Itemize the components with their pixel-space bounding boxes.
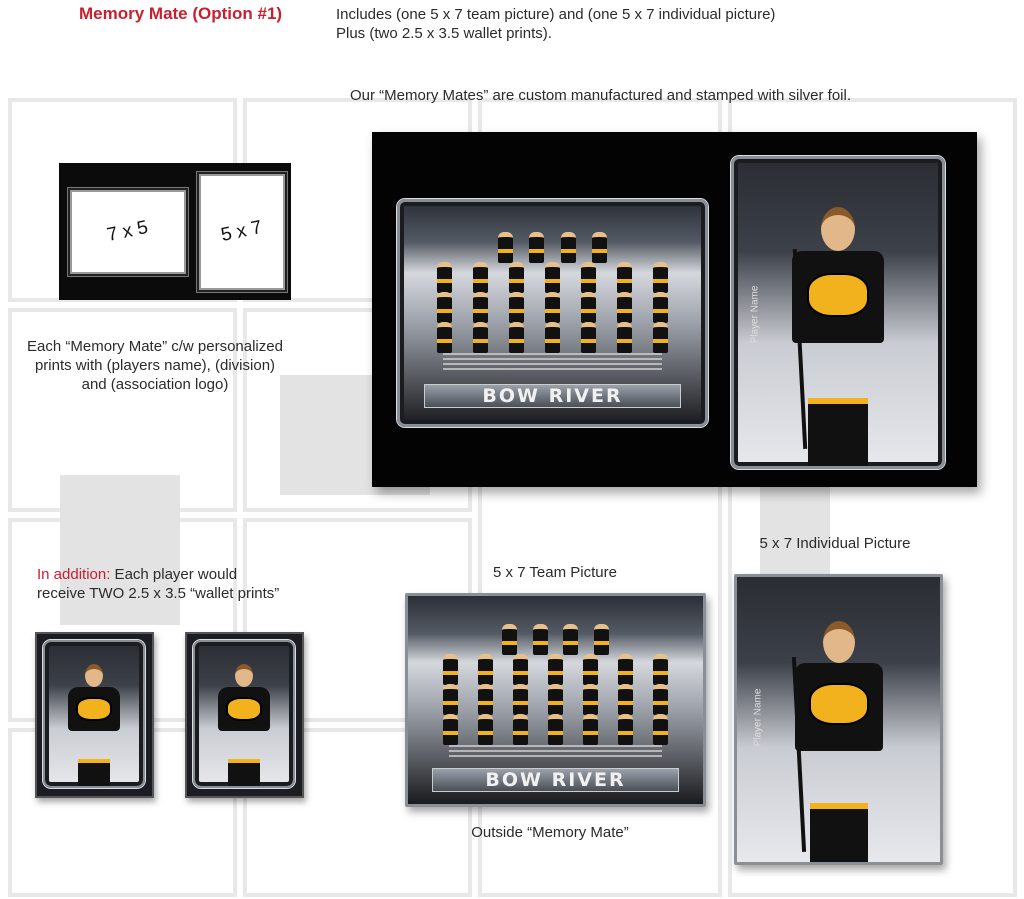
landscape-slot [70, 190, 186, 274]
player-name-label: Player Name [749, 285, 761, 344]
description-line-1: Each “Memory Mate” c/w personalized [27, 338, 283, 355]
addition-text [37, 565, 279, 603]
landscape-slot-label: 7 x 5 [105, 216, 151, 247]
team-picture-5x7 [405, 593, 706, 807]
description-text [10, 337, 300, 394]
description-line-3: and (association logo) [81, 376, 229, 393]
addition-line-1: Each player would [110, 566, 238, 583]
individual-photo [731, 156, 945, 469]
team-picture-nameplate: BOW RIVER [432, 768, 680, 792]
description-line-2: prints with (players name), (division) [34, 357, 276, 374]
portrait-slot-label: 5 x 7 [219, 216, 265, 247]
layout-diagram [59, 163, 291, 300]
team-nameplate: BOW RIVER [424, 384, 680, 408]
individual-picture-5x7 [734, 574, 943, 865]
individual-player-name-label: Player Name [752, 688, 764, 747]
intro-text: Our “Memory Mates” are custom manufactured and stamped with silver foil. [350, 87, 852, 104]
outside-caption: Outside “Memory Mate” [471, 824, 629, 841]
individual-picture-caption: 5 x 7 Individual Picture [759, 535, 911, 552]
includes-line: Includes (one 5 x 7 team picture) and (one 5 x 7 individual picture) [336, 6, 776, 23]
addition-line-2: receive TWO 2.5 x 3.5 “wallet prints” [37, 585, 280, 602]
option-title: Memory Mate (Option #1) [79, 4, 283, 23]
portrait-slot [199, 174, 285, 290]
addition-prefix: In addition: [37, 566, 111, 583]
team-picture-caption: 5 x 7 Team Picture [493, 564, 617, 581]
team-photo [397, 199, 708, 427]
memory-mate-preview [372, 132, 977, 487]
roster-text [443, 350, 663, 376]
plus-line: Plus (two 2.5 x 3.5 wallet prints). [336, 25, 552, 42]
wallet-print-2 [185, 632, 304, 798]
wallet-print-1 [35, 632, 154, 798]
